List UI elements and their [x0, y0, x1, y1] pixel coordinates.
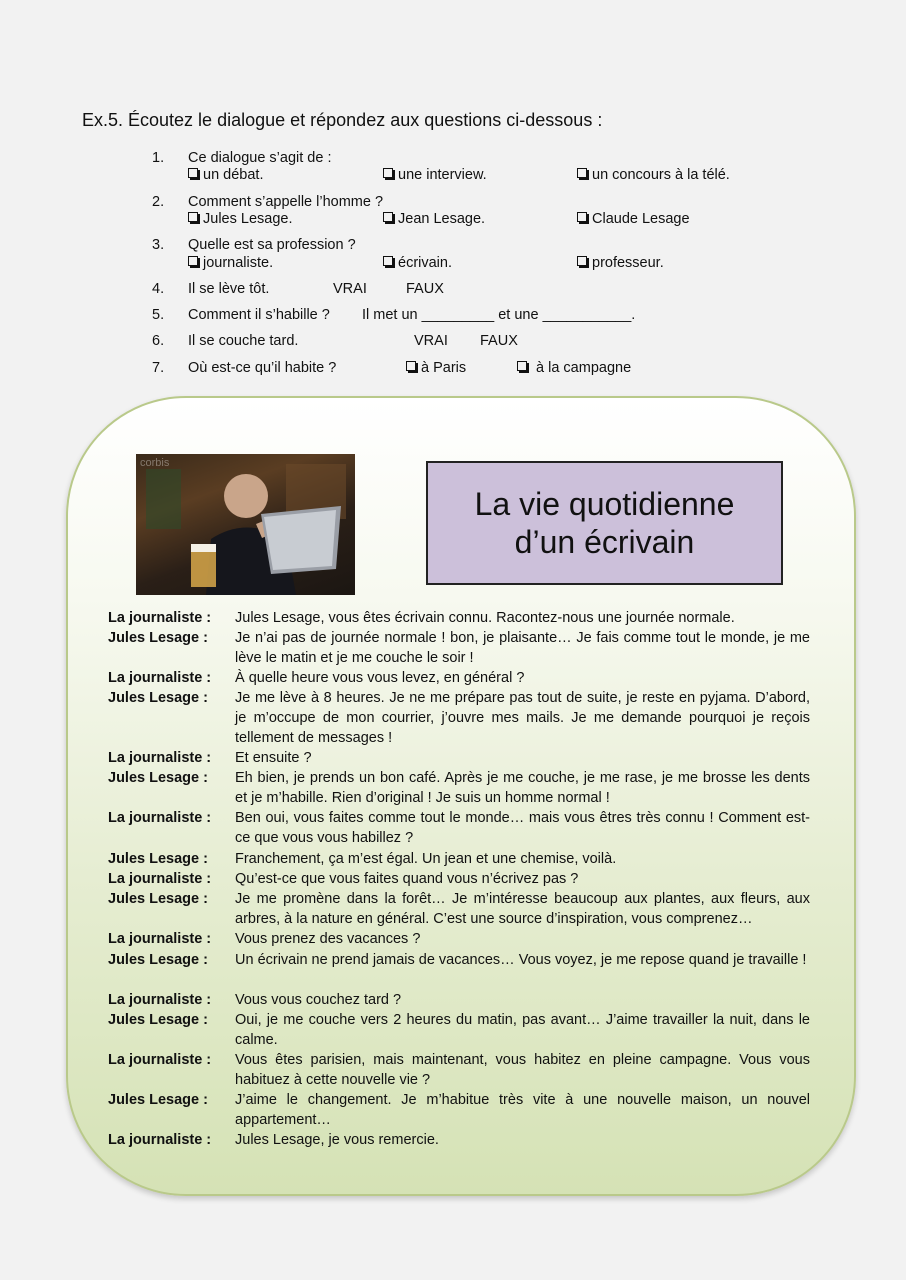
option-checkbox[interactable]: Claude Lesage: [577, 211, 690, 227]
card-title: [426, 461, 783, 585]
dialogue-line: [108, 668, 810, 688]
checkbox-icon[interactable]: [188, 168, 198, 178]
line-text: Qu’est-ce que vous faites quand vous n’écrivez pas ?: [235, 871, 579, 887]
speaker: Jules Lesage :: [108, 891, 208, 907]
option-checkbox[interactable]: un concours à la télé.: [577, 167, 730, 183]
option-checkbox[interactable]: à Paris: [406, 360, 466, 376]
faux-option[interactable]: FAUX: [406, 281, 444, 297]
question-text: Il se couche tard.: [188, 333, 299, 349]
speaker: La journaliste :: [108, 810, 212, 826]
checkbox-icon[interactable]: [406, 361, 416, 371]
checkbox-icon[interactable]: [383, 256, 393, 266]
question-text: Comment il s’habille ?: [188, 307, 330, 323]
dialogue-line: [108, 869, 810, 889]
faux-option[interactable]: FAUX: [480, 333, 518, 349]
question-number: 4.: [152, 281, 165, 297]
dialogue-line: [108, 628, 810, 668]
question-text: Ce dialogue s’agit de :: [188, 150, 332, 166]
dialogue-line: [108, 768, 810, 808]
line-text: Et ensuite ?: [235, 750, 312, 766]
line-text: À quelle heure vous vous levez, en général ?: [235, 670, 525, 686]
speaker: Jules Lesage :: [108, 630, 208, 646]
checkbox-icon[interactable]: [577, 168, 587, 178]
speaker: Jules Lesage :: [108, 770, 208, 786]
line-text: Vous vous couchez tard ?: [235, 992, 402, 1008]
line-text: Vous prenez des vacances ?: [235, 931, 421, 947]
question-number: 5.: [152, 307, 165, 323]
photo-illustration: [136, 454, 355, 595]
speaker: La journaliste :: [108, 670, 212, 686]
option-checkbox[interactable]: un débat.: [188, 167, 263, 183]
speaker: La journaliste :: [108, 1132, 212, 1148]
dialogue-line: [108, 688, 810, 748]
option-checkbox[interactable]: journaliste.: [188, 255, 273, 271]
dialogue-line: [108, 849, 810, 869]
line-text: Franchement, ça m’est égal. Un jean et une chemise, voilà.: [235, 851, 617, 867]
question-number: 1.: [152, 150, 165, 166]
question-text: Quelle est sa profession ?: [188, 237, 356, 253]
line-text: Je n’ai pas de journée normale ! bon, je plaisante… Je fais comme tout le monde, je me lève le matin et je me couche le soir !: [235, 630, 810, 666]
question-number: 7.: [152, 360, 165, 376]
dialogue-line: [108, 1130, 810, 1150]
dialogue-line: [108, 950, 810, 970]
speaker: La journaliste :: [108, 750, 212, 766]
checkbox-icon[interactable]: [188, 212, 198, 222]
speaker: Jules Lesage :: [108, 690, 208, 706]
checkbox-icon[interactable]: [188, 256, 198, 266]
fill-in-blank[interactable]: Il met un _________ et une ___________.: [362, 307, 636, 323]
line-text: Oui, je me couche vers 2 heures du matin, pas avant… J’aime travailler la nuit, dans le calme.: [235, 1012, 810, 1048]
option-checkbox[interactable]: Jules Lesage.: [188, 211, 292, 227]
option-checkbox[interactable]: une interview.: [383, 167, 487, 183]
photo-watermark: corbis: [140, 457, 170, 469]
option-checkbox[interactable]: écrivain.: [383, 255, 452, 271]
vrai-option[interactable]: VRAI: [333, 281, 367, 297]
speaker: Jules Lesage :: [108, 952, 208, 968]
speaker: La journaliste :: [108, 610, 212, 626]
speaker: Jules Lesage :: [108, 1092, 208, 1108]
writer-photo: [136, 454, 355, 595]
question-number: 2.: [152, 194, 165, 210]
line-text: Vous êtes parisien, mais maintenant, vous habitez en pleine campagne. Vous vous habituez à cette nouvelle vie ?: [235, 1052, 810, 1088]
question-text: Où est-ce qu’il habite ?: [188, 360, 337, 376]
option-checkbox[interactable]: Jean Lesage.: [383, 211, 485, 227]
checkbox-icon[interactable]: [577, 256, 587, 266]
line-text: Jules Lesage, vous êtes écrivain connu. Racontez-nous une journée normale.: [235, 610, 735, 626]
line-text: Jules Lesage, je vous remercie.: [235, 1132, 439, 1148]
card-title-line-1: La vie quotidienne: [474, 486, 735, 522]
line-text: J’aime le changement. Je m’habitue très vite à une nouvelle maison, un nouvel appartement…: [235, 1092, 810, 1128]
card-title-line-2: d’un écrivain: [514, 524, 695, 560]
dialogue-line: [108, 1050, 810, 1090]
dialogue-line: [108, 748, 810, 768]
speaker: Jules Lesage :: [108, 851, 208, 867]
speaker: La journaliste :: [108, 871, 212, 887]
checkbox-icon[interactable]: [383, 168, 393, 178]
checkbox-icon[interactable]: [577, 212, 587, 222]
vrai-option[interactable]: VRAI: [414, 333, 448, 349]
line-text: Un écrivain ne prend jamais de vacances… Vous voyez, je me repose quand je travaille !: [235, 952, 807, 968]
speaker: La journaliste :: [108, 931, 212, 947]
line-text: Je me promène dans la forêt… Je m’intéresse beaucoup aux plantes, aux fleurs, aux arbres, à la nature en général. C’est une source d’inspiration, vous comprenez…: [235, 891, 810, 927]
option-checkbox[interactable]: professeur.: [577, 255, 664, 271]
question-number: 6.: [152, 333, 165, 349]
checkbox-icon[interactable]: [383, 212, 393, 222]
dialogue-line: [108, 889, 810, 929]
question-text: Il se lève tôt.: [188, 281, 270, 297]
dialogue-line: [108, 608, 810, 628]
dialogue-line: [108, 990, 810, 1010]
dialogue-line: [108, 1010, 810, 1050]
dialogue-line: [108, 1090, 810, 1130]
dialogue-line: [108, 929, 810, 949]
speaker: La journaliste :: [108, 1052, 212, 1068]
question-text: Comment s’appelle l’homme ?: [188, 194, 384, 210]
checkbox-icon[interactable]: [517, 361, 527, 371]
line-text: Je me lève à 8 heures. Je ne me prépare pas tout de suite, je reste en pyjama. D’abord, je m’occupe de mon courrier, j’ouvre mes mails. Je me demande pourquoi je reçois tellement de messages !: [235, 690, 810, 746]
question-number: 3.: [152, 237, 165, 253]
line-text: Ben oui, vous faites comme tout le monde… mais vous êtres très connu ! Comment est-ce que vous vous habillez ?: [235, 810, 810, 846]
option-checkbox[interactable]: à la campagne: [517, 360, 631, 376]
dialogue-line: [108, 808, 810, 848]
speaker: La journaliste :: [108, 992, 212, 1008]
line-text: Eh bien, je prends un bon café. Après je me couche, je me rase, je me brosse les dents et je m’habille. Rien d’original ! Je suis un homme normal !: [235, 770, 810, 806]
speaker: Jules Lesage :: [108, 1012, 208, 1028]
exercise-title: Ex.5. Écoutez le dialogue et répondez aux questions ci-dessous :: [82, 110, 603, 130]
